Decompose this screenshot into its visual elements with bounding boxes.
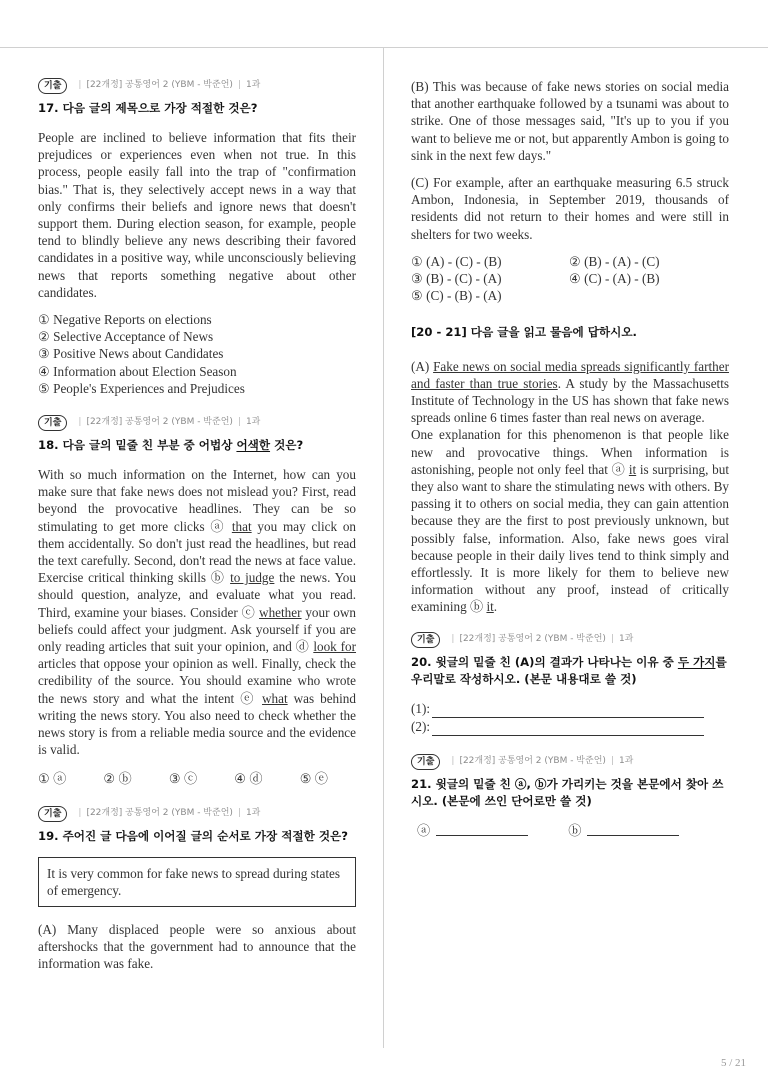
source-text: [22개정] 공통영어 2 (YBM - 박준언) xyxy=(86,80,233,91)
q19-source-line: 기출 | [22개정] 공통영어 2 (YBM - 박준언) | 1과 xyxy=(38,806,356,822)
q21-title: 21. 윗글의 밑줄 친 ⓐ, ⓑ가 가리키는 것을 본문에서 찾아 쓰시오. (본문에 쓰인 단어로만 쓸 것) xyxy=(411,776,724,808)
underlined-sentence-a: Fake news on social media spreads significantly farther and faster than true stories xyxy=(411,358,729,391)
q20-answer-line-2[interactable]: (2): xyxy=(411,718,729,736)
q20-source-line: 기출 | [22개정] 공통영어 2 (YBM - 박준언) | 1과 xyxy=(411,632,729,648)
source-text: [22개정] 공통영어 2 (YBM - 박준언) xyxy=(459,634,606,645)
q17-option-5[interactable]: ⑤ People's Experiences and Prejudices xyxy=(38,380,245,396)
q20-title-emphasis: 두 가지 xyxy=(677,654,716,669)
marker-a: ⓐ xyxy=(611,461,626,477)
q19-option-4[interactable]: ④ (C) - (A) - (B) xyxy=(569,271,660,287)
marker-c: ⓒ xyxy=(241,604,256,620)
marker-b: ⓑ xyxy=(210,570,226,586)
past-exam-badge: 기출 xyxy=(38,415,67,431)
q20-title: 20. 윗글의 밑줄 친 (A)의 결과가 나타나는 이유 중 두 가지를 우리말로 작성하시오. (본문 내용대로 쓸 것) xyxy=(411,654,727,686)
q18-option-4[interactable]: ④ ⓓ xyxy=(234,771,263,787)
q17-options xyxy=(38,311,356,397)
past-exam-badge: 기출 xyxy=(38,806,67,822)
lesson-text: 1과 xyxy=(245,417,261,428)
q18-passage: With so much information on the Internet, how can you make sure that fake news does not mislead you? First, read beyond the provocative headlines. They can be so stimulating to get more clicks ⓐ that you may click on them accidentally. So don't just read the headlines, but read the text carefully. Second, don't read the news at face value. Exercise critical thinking skills ⓑ to judge the news. You should question, analyze, and evaluate what you read. Third, examine your biases. Consider ⓒ whether your own beliefs could affect your judgment. Ask yourself if you are only reading articles that suit your opinion, and ⓓ look for articles that oppose your opinion as well. Finally, check the credibility of the source. You should examine who wrote the news story and what the intent ⓔ what was behind writing the news story. You also need to check whether the news story is from a reliable media source and the evidence is valid. xyxy=(38,466,357,758)
q18-source-line: 기출 | [22개정] 공통영어 2 (YBM - 박준언) | 1과 xyxy=(38,415,356,431)
q21-answer-row xyxy=(411,822,729,839)
page-number: 5 / 21 xyxy=(720,1057,746,1069)
q19-option-3[interactable]: ③ (B) - (C) - (A) xyxy=(411,271,502,287)
q17-option-1[interactable]: ① Negative Reports on elections xyxy=(38,312,212,328)
past-exam-badge: 기출 xyxy=(411,632,440,648)
q19-paragraph-a: (A) Many displaced people were so anxious about aftershocks that the government had to announce that the information was fake. xyxy=(38,922,356,972)
marker-d: ⓓ xyxy=(295,639,310,654)
underlined-it-b: it xyxy=(486,599,494,615)
q20-21-paragraph-2: One explanation for this phenomenon is that people like new and provocative things. When information is astonishing, people not only feel that ⓐ it is surprising, but they also want to share the stimulating news with others. By passing it to others on social media, they can gain attention because they are the first to post previously unknown, but possibly false, information. Also, fake news goes viral because people in their daily lives tend to think simply and effortlessly. It is more likely for them to believe new information without any proof, instead of critically examining ⓑ it. xyxy=(411,427,729,615)
q21-answer-blank-a[interactable] xyxy=(436,825,528,836)
q18-title: 18. 다음 글의 밑줄 친 부분 중 어법상 어색한 것은? xyxy=(38,437,304,452)
right-column xyxy=(411,78,729,839)
q20-answer-line-1[interactable]: (1): xyxy=(411,700,729,718)
q20-21-heading: [20 - 21] 다음 글을 읽고 물음에 답하시오. xyxy=(411,325,637,340)
underlined-it-a: it xyxy=(628,461,637,477)
marker-e: ⓔ xyxy=(240,690,257,706)
lesson-text: 1과 xyxy=(618,634,634,645)
q19-paragraph-c: (C) For example, after an earthquake measuring 6.5 struck Ambon, Indonesia, in September 2019, thousands of residents did not return to their homes and were still in shelters for two weeks. xyxy=(411,175,729,242)
q19-option-2[interactable]: ② (B) - (A) - (C) xyxy=(569,253,660,269)
source-text: [22개정] 공통영어 2 (YBM - 박준언) xyxy=(459,756,606,767)
q19-paragraph-b: (B) This was because of fake news stories on social media that another earthquake followed by a tsunami was about to strike. One of those messages said, "It's up to you if you want to believe me or not, but apparently Ambon is going to sink in the next few days." xyxy=(411,79,729,163)
underlined-d: look for xyxy=(313,639,357,654)
top-rule xyxy=(0,47,768,48)
q17-option-4[interactable]: ④ Information about Election Season xyxy=(38,363,237,379)
left-column xyxy=(38,78,356,983)
underlined-b: to judge xyxy=(230,570,275,586)
source-text: [22개정] 공통영어 2 (YBM - 박준언) xyxy=(86,808,233,819)
q17-source-line: 기출 | [22개정] 공통영어 2 (YBM - 박준언) | 1과 xyxy=(38,78,356,94)
q17-title: 17. 다음 글의 제목으로 가장 적절한 것은? xyxy=(38,101,258,115)
q21-label-a: ⓐ xyxy=(417,822,431,838)
lesson-text: 1과 xyxy=(245,80,261,91)
q18-option-3[interactable]: ③ ⓒ xyxy=(168,771,198,787)
q18-option-1[interactable]: ① ⓐ xyxy=(38,771,67,787)
q19-title: 19. 주어진 글 다음에 이어질 글의 순서로 가장 적절한 것은? xyxy=(38,828,348,843)
underlined-a: that xyxy=(231,518,252,534)
lesson-text: 1과 xyxy=(618,756,634,767)
underlined-c: whether xyxy=(259,604,302,620)
source-text: [22개정] 공통영어 2 (YBM - 박준언) xyxy=(86,417,233,428)
q18-option-2[interactable]: ② ⓑ xyxy=(103,771,132,787)
q19-option-5[interactable]: ⑤ (C) - (B) - (A) xyxy=(411,288,502,304)
q21-source-line: 기출 | [22개정] 공통영어 2 (YBM - 박준언) | 1과 xyxy=(411,754,729,770)
underlined-e: what xyxy=(262,690,288,706)
q21-answer-blank-b[interactable] xyxy=(587,825,679,836)
column-divider xyxy=(383,48,384,1048)
q18-option-5[interactable]: ⑤ ⓔ xyxy=(299,771,328,787)
marker-b: ⓑ xyxy=(469,599,484,615)
past-exam-badge: 기출 xyxy=(411,754,440,770)
q17-passage: People are inclined to believe information that fits their prejudices or experiences even when not true. In this process, people easily fall into the trap of "confirmation bias." That is, they selectively accept news in a way that only confirms their beliefs and ignore news that doesn't support them. During election season, for example, people tend to blindly believe any news describing their favored candidates in a positive way, while unconsciously believing news that reports something negative about other candidates. xyxy=(38,130,356,300)
q21-label-b: ⓑ xyxy=(568,822,582,838)
q17-option-2[interactable]: ② Selective Acceptance of News xyxy=(38,329,214,345)
past-exam-badge: 기출 xyxy=(38,78,67,94)
q17-option-3[interactable]: ③ Positive News about Candidates xyxy=(38,346,224,362)
q18-options xyxy=(38,770,328,787)
lesson-text: 1과 xyxy=(245,808,261,819)
marker-a: ⓐ xyxy=(210,518,227,534)
q19-options xyxy=(411,253,729,305)
q19-given-sentence-box: It is very common for fake news to spread during states of emergency. xyxy=(38,857,356,907)
q19-option-1[interactable]: ① (A) - (C) - (B) xyxy=(411,253,502,269)
q20-21-paragraph-1: (A) Fake news on social media spreads significantly farther and faster than true stories. A study by the Massachusetts Institute of Technology in the US has shown that fake news spreads online 6 times faster than real news on average. xyxy=(411,358,730,426)
q18-title-emphasis: 어색한 xyxy=(236,437,271,452)
